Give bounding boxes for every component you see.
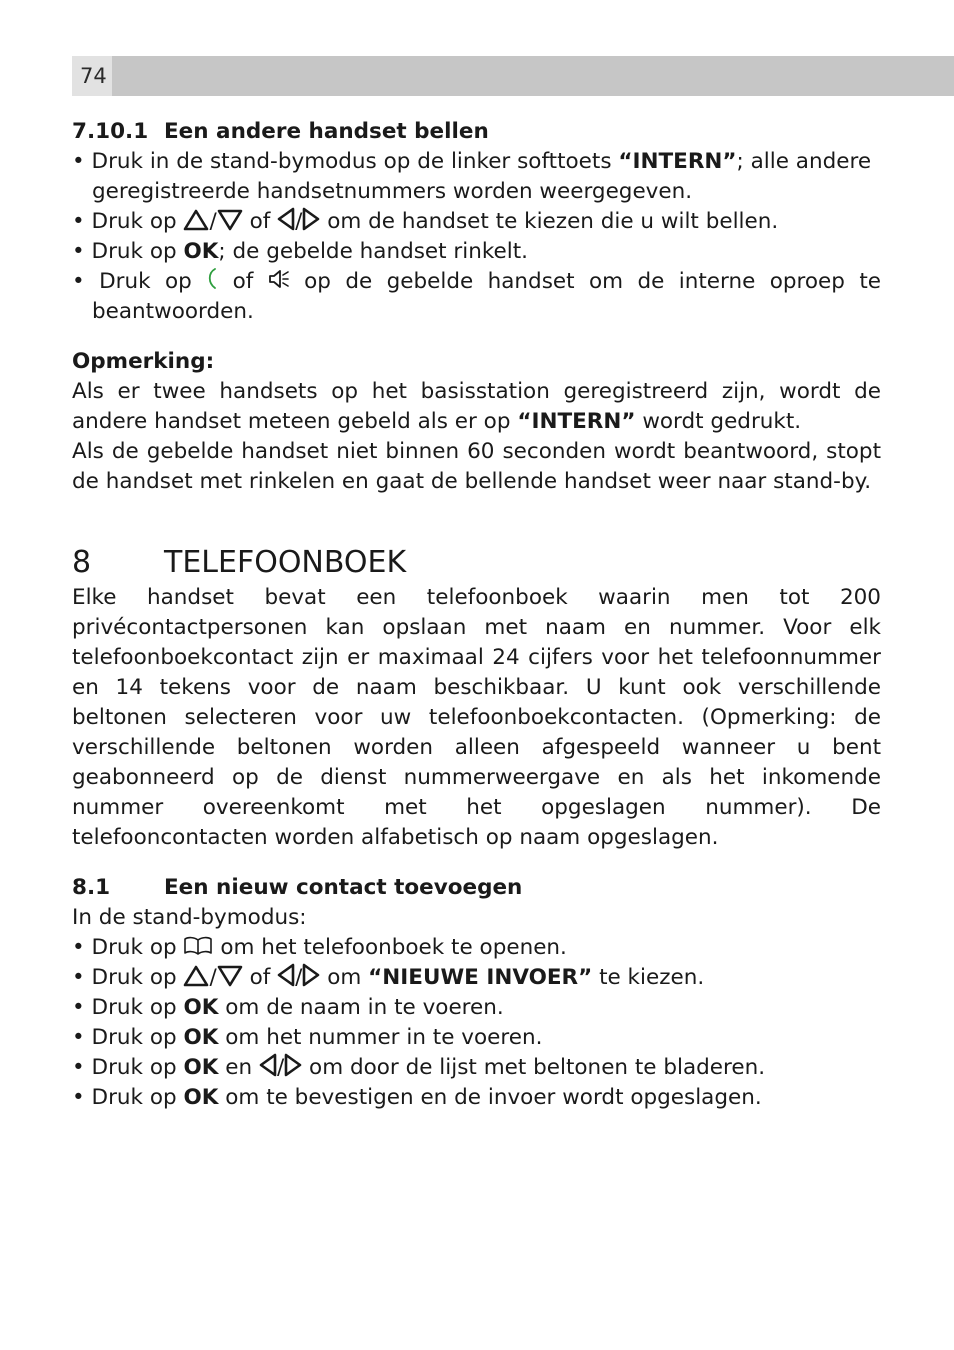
note-paragraph: Als de gebelde handset niet binnen 60 seconden wordt beantwoord, stopt de handset met rinkelen en gaat de bellende handset weer naar stand-by. — [72, 439, 881, 494]
list-item: • Druk op / of / om de handset te kiezen die u wilt bellen. — [72, 209, 779, 234]
talk-handset-icon — [206, 267, 218, 291]
list-item: • Druk op of op de gebelde handset om de interne oproep te beantwoorden. — [72, 269, 881, 324]
right-triangle-icon — [302, 963, 320, 987]
up-triangle-icon — [183, 209, 209, 231]
up-triangle-icon — [183, 965, 209, 987]
right-triangle-icon — [302, 207, 320, 231]
section-heading-8-1: 8.1 Een nieuw contact toevoegen — [72, 875, 523, 900]
page-content — [72, 117, 881, 1113]
left-triangle-icon — [277, 207, 295, 231]
note-title: Opmerking: — [72, 349, 215, 374]
header-bar — [72, 56, 954, 96]
down-triangle-icon — [217, 209, 243, 231]
right-triangle-icon — [284, 1053, 302, 1077]
list-item: • Druk op om het telefoonboek te openen. — [72, 935, 567, 960]
section-intro: In de stand-bymodus: — [72, 905, 307, 930]
phonebook-icon — [183, 935, 213, 957]
chapter-heading-8: 8 TELEFOONBOEK — [72, 545, 407, 580]
list-item: • Druk op / of / om “NIEUWE INVOER” te kiezen. — [72, 965, 705, 990]
page-number: 74 — [80, 64, 107, 88]
note-paragraph: Als er twee handsets op het basisstation geregistreerd zijn, wordt de andere handset meteen gebeld als er op “INTERN” wordt gedrukt. — [72, 379, 881, 434]
left-triangle-icon — [259, 1053, 277, 1077]
chapter-body: Elke handset bevat een telefoonboek waarin men tot 200 privécontactpersonen kan opslaan met naam en nummer. Voor elk telefoonboekcontact zijn er maximaal 24 cijfers voor het telefoonnummer en 14 tekens voor de naam beschikbaar. U kunt ook verschillende beltonen selecteren voor uw telefoonboekcontacten. (Opmerking: de verschillende beltonen worden alleen afgespeeld wanneer u bent geabonneerd op de dienst nummerweergave en als het inkomende nummer overeenkomt met het opgeslagen nummer). De telefooncontacten worden alfabetisch op naam opgeslagen. — [72, 585, 881, 850]
list-item: • Druk op OK; de gebelde handset rinkelt. — [72, 239, 528, 264]
list-item: • Druk op OK en / om door de lijst met beltonen te bladeren. — [72, 1055, 766, 1080]
left-triangle-icon — [277, 963, 295, 987]
list-item: • Druk op OK om het nummer in te voeren. — [72, 1025, 543, 1050]
section-heading-7-10-1: 7.10.1 Een andere handset bellen — [72, 119, 489, 144]
list-item: • Druk op OK om de naam in te voeren. — [72, 995, 504, 1020]
speaker-icon — [268, 269, 290, 291]
list-item: • Druk op OK om te bevestigen en de invoer wordt opgeslagen. — [72, 1085, 762, 1110]
list-item: • Druk in de stand-bymodus op de linker softtoets “INTERN”; alle andere geregistreerde handsetnummers worden weergegeven. — [72, 149, 872, 204]
down-triangle-icon — [217, 965, 243, 987]
